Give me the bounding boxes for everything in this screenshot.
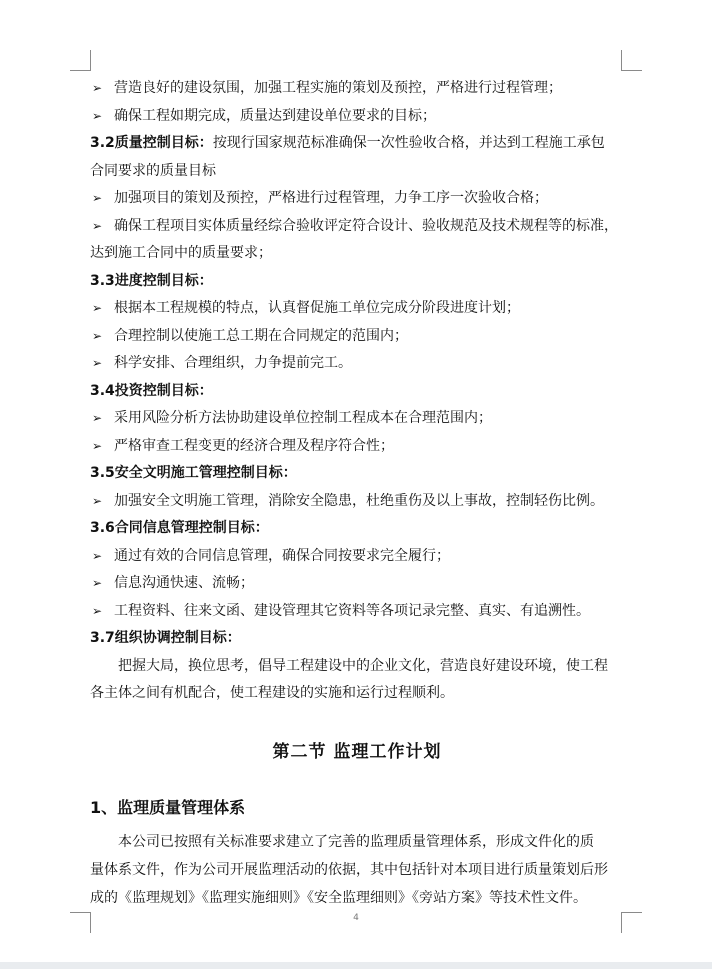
continuation-line: 达到施工合同中的质量要求； [90,245,272,261]
section-title: 第二节 监理工作计划 [272,742,442,762]
bullet-text: 加强项目的策划及预控，严格进行过程管理，力争工序一次验收合格； [114,190,548,206]
bullet-arrow-icon: ➢ [92,438,103,453]
paragraph-line: 本公司已按照有关标准要求建立了完善的监理质量管理体系，形成文件化的质 [118,834,594,850]
bullet-text: 营造良好的建设氛围，加强工程实施的策划及预控，严格进行过程管理； [114,80,562,96]
target-heading [90,378,624,406]
bullet-text: 通过有效的合同信息管理，确保合同按要求完全履行； [114,547,450,564]
bullet-text: 采用风险分析方法协助建设单位控制工程成本在合理范围内； [114,410,492,426]
bullet-text: 加强安全文明施工管理，消除安全隐患，杜绝重伤及以上事故，控制轻伤比例。 [114,492,604,509]
paragraph-line: 把握大局，换位思考，倡导工程建设中的企业文化，营造良好建设环境，使工程 [118,657,608,674]
target-heading [90,515,624,543]
body-paragraph [90,828,624,912]
crop-mark-top-right [621,50,642,71]
bullet-item [90,598,624,626]
bullet-text: 严格审查工程变更的经济合理及程序符合性； [114,437,394,454]
bullet-item [90,543,624,571]
continuation-line: 各主体之间有机配合，使工程建设的实施和运行过程顺利。 [90,685,454,701]
bullet-item [90,213,624,241]
heading-label: 3.2质量控制目标： [90,135,213,151]
target-heading [90,130,624,158]
paragraph-line: 成的《监理规划》《监理实施细则》《安全监理细则》《旁站方案》等技术性文件。 [90,890,587,906]
sub-title: 1、监理质量管理体系 [90,798,246,817]
heading-label: 3.6合同信息管理控制目标： [90,520,269,536]
bullet-arrow-icon: ➢ [92,108,103,123]
bullet-item [90,488,624,516]
bullet-item [90,75,624,103]
continuation-line: 合同要求的质量目标 [90,162,216,179]
bullet-text: 信息沟通快速、流畅； [114,575,254,591]
bullet-arrow-icon: ➢ [92,493,103,508]
heading-label: 3.7组织协调控制目标： [90,630,241,646]
bullet-arrow-icon: ➢ [92,576,103,590]
bullet-arrow-icon: ➢ [92,301,103,315]
page-number: 4 [353,913,359,923]
bullet-item [90,405,624,433]
bullet-text: 根据本工程规模的特点，认真督促施工单位完成分阶段进度计划； [114,300,520,316]
heading-text: 按现行国家规范标准确保一次性验收合格，并达到工程施工承包 [212,135,605,151]
bullet-text: 工程资料、往来文函、建设管理其它资料等各项记录完整、真实、有追溯性。 [114,602,590,619]
bullet-arrow-icon: ➢ [92,218,103,233]
bullet-text: 确保工程如期完成，质量达到建设单位要求的目标； [114,107,436,124]
bullet-item [90,570,624,598]
target-heading [90,460,624,488]
bullet-item [90,323,624,351]
bullet-item [90,103,624,131]
crop-mark-top-left [70,50,91,71]
bullet-arrow-icon: ➢ [92,81,103,95]
paragraph-line: 量体系文件，作为公司开展监理活动的依据，其中包括针对本项目进行质量策划后形 [90,862,608,878]
bullet-item [90,350,624,378]
heading-label: 3.4投资控制目标： [90,382,213,399]
bullet-arrow-icon: ➢ [92,411,103,425]
bullet-text: 合理控制以使施工总工期在合同规定的范围内； [114,327,408,344]
target-list [90,75,624,708]
bullet-text: 确保工程项目实体质量经综合验收评定符合设计、验收规范及技术规程等的标准， [114,217,618,234]
heading-label: 3.5安全文明施工管理控制目标： [90,465,297,481]
target-heading [90,268,624,296]
bullet-text: 科学安排、合理组织，力争提前完工。 [114,355,352,371]
bullet-arrow-icon: ➢ [92,603,103,618]
bullet-item [90,433,624,461]
bullet-item [90,295,624,323]
bullet-arrow-icon: ➢ [92,191,103,205]
target-heading [90,625,624,653]
bullet-arrow-icon: ➢ [92,356,103,370]
bullet-item [90,185,624,213]
window-bottom-bar [0,962,712,969]
bullet-arrow-icon: ➢ [92,328,103,343]
heading-label: 3.3进度控制目标： [90,272,213,289]
bullet-arrow-icon: ➢ [92,548,103,563]
